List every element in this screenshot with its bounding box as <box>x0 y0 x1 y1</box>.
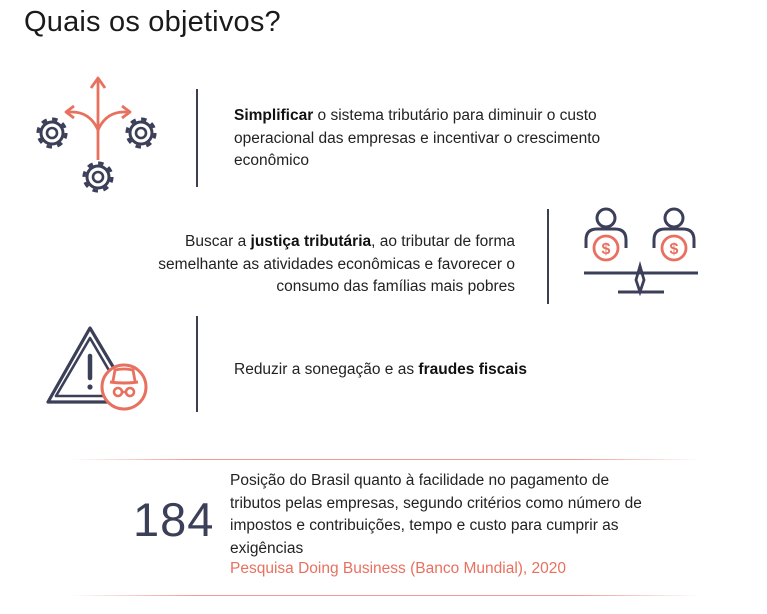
gears-arrows-icon <box>30 72 170 202</box>
warning-fraud-icon <box>40 322 170 417</box>
stat-number: 184 <box>133 493 215 546</box>
page-title: Quais os objetivos? <box>24 6 281 38</box>
divider <box>196 316 198 412</box>
balance-scale-icon <box>578 200 708 300</box>
divider <box>196 89 198 187</box>
stat-description: Posição do Brasil quanto à facilidade no pagamento de tributos pelas empresas, segundo critérios como número de impostos e contribuições, tempo e custo para cumprir as exigências <box>230 472 642 557</box>
svg-text:$: $ <box>601 241 611 258</box>
divider-bottom <box>70 595 700 596</box>
divider <box>547 209 549 304</box>
objective-fraud-text: Reduzir a sonegação e as fraudes fiscais <box>234 361 527 378</box>
svg-text:$: $ <box>669 241 679 258</box>
objective-simplify-text: Simplificar o sistema tributário para diminuir o custo operacional das empresas e incentivar o crescimento econômico <box>234 107 601 169</box>
objective-justice-text: Buscar a justiça tributária, ao tributar de forma semelhante as atividades econômicas e favorecer o consumo das famílias mais pobres <box>158 233 515 295</box>
stat-source: Pesquisa Doing Business (Banco Mundial), 2020 <box>230 560 567 577</box>
divider-top <box>70 459 700 460</box>
